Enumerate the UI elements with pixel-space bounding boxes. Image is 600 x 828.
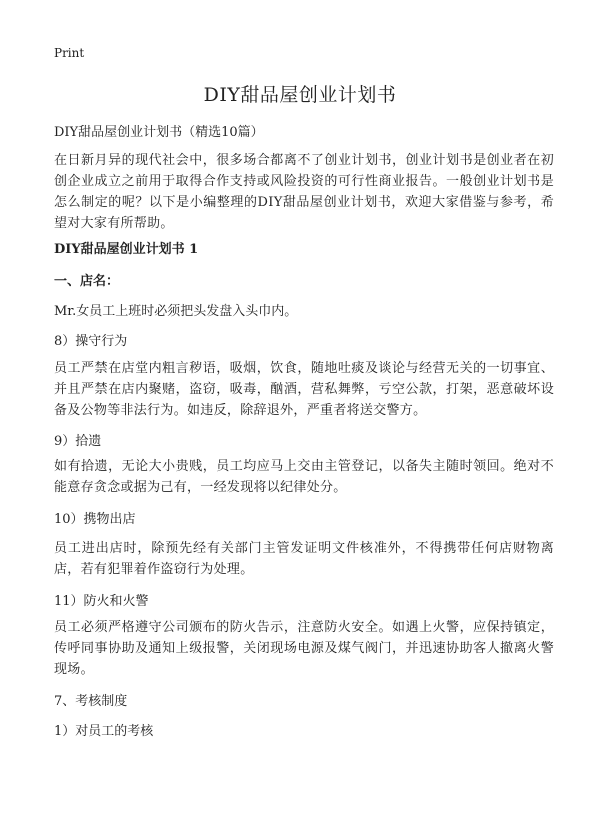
item9-paragraph: 如有拾遗，无论大小贵贱，员工均应马上交由主管登记，以备失主随时领回。绝对不能意存贪念或据为己有，一经发现将以纪律处分。 <box>54 459 554 495</box>
item9-label: 9）拾遗 <box>54 434 102 449</box>
hair-rule-text: Mr.女员工上班时必须把头发盘入头巾内。 <box>54 304 298 319</box>
intro-paragraph: 在日新月异的现代社会中，很多场合都离不了创业计划书，创业计划书是创业者在初创企业成立之前用于取得合作支持或风险投资的可行性商业报告。一般创业计划书是怎么制定的呢？以下是小编整理的DIY甜品屋创业计划书，欢迎大家借鉴与参考，希望对大家有所帮助。 <box>54 153 554 231</box>
item11-paragraph: 员工必须严格遵守公司颁布的防火告示，注意防火安全。如遇上火警，应保持镇定，传呼同事协助及通知上级报警，关闭现场电源及煤气阀门，并迅速协助客人撤离火警现场。 <box>54 620 554 677</box>
section-heading: DIY甜品屋创业计划书 1 <box>54 242 199 257</box>
store-name-heading: 一、店名： <box>54 274 120 289</box>
document-subtitle: DIY甜品屋创业计划书（精选10篇） <box>54 125 264 140</box>
section7-label: 7、考核制度 <box>54 694 128 709</box>
item8-paragraph: 员工严禁在店堂内粗言秽语，吸烟，饮食，随地吐痰及谈论与经营无关的一切事宜、并且严禁在店内聚赌，盗窃，吸毒，酗酒，营私舞弊，亏空公款，打架，恶意破坏设备及公物等非法行为。如违反，除辞退外，严重者将送交警方。 <box>54 361 554 418</box>
item10-paragraph: 员工进出店时，除预先经有关部门主管发证明文件核准外，不得携带任何店财物离店，若有犯罪着作盗窃行为处理。 <box>54 541 554 577</box>
item8-label: 8）操守行为 <box>54 334 128 349</box>
item11-label: 11）防火和火警 <box>54 594 149 609</box>
page-title: DIY甜品屋创业计划书 <box>203 84 397 106</box>
print-link[interactable]: Print <box>54 46 85 60</box>
item10-label: 10）携物出店 <box>54 512 136 527</box>
item1-label: 1）对员工的考核 <box>54 724 154 739</box>
